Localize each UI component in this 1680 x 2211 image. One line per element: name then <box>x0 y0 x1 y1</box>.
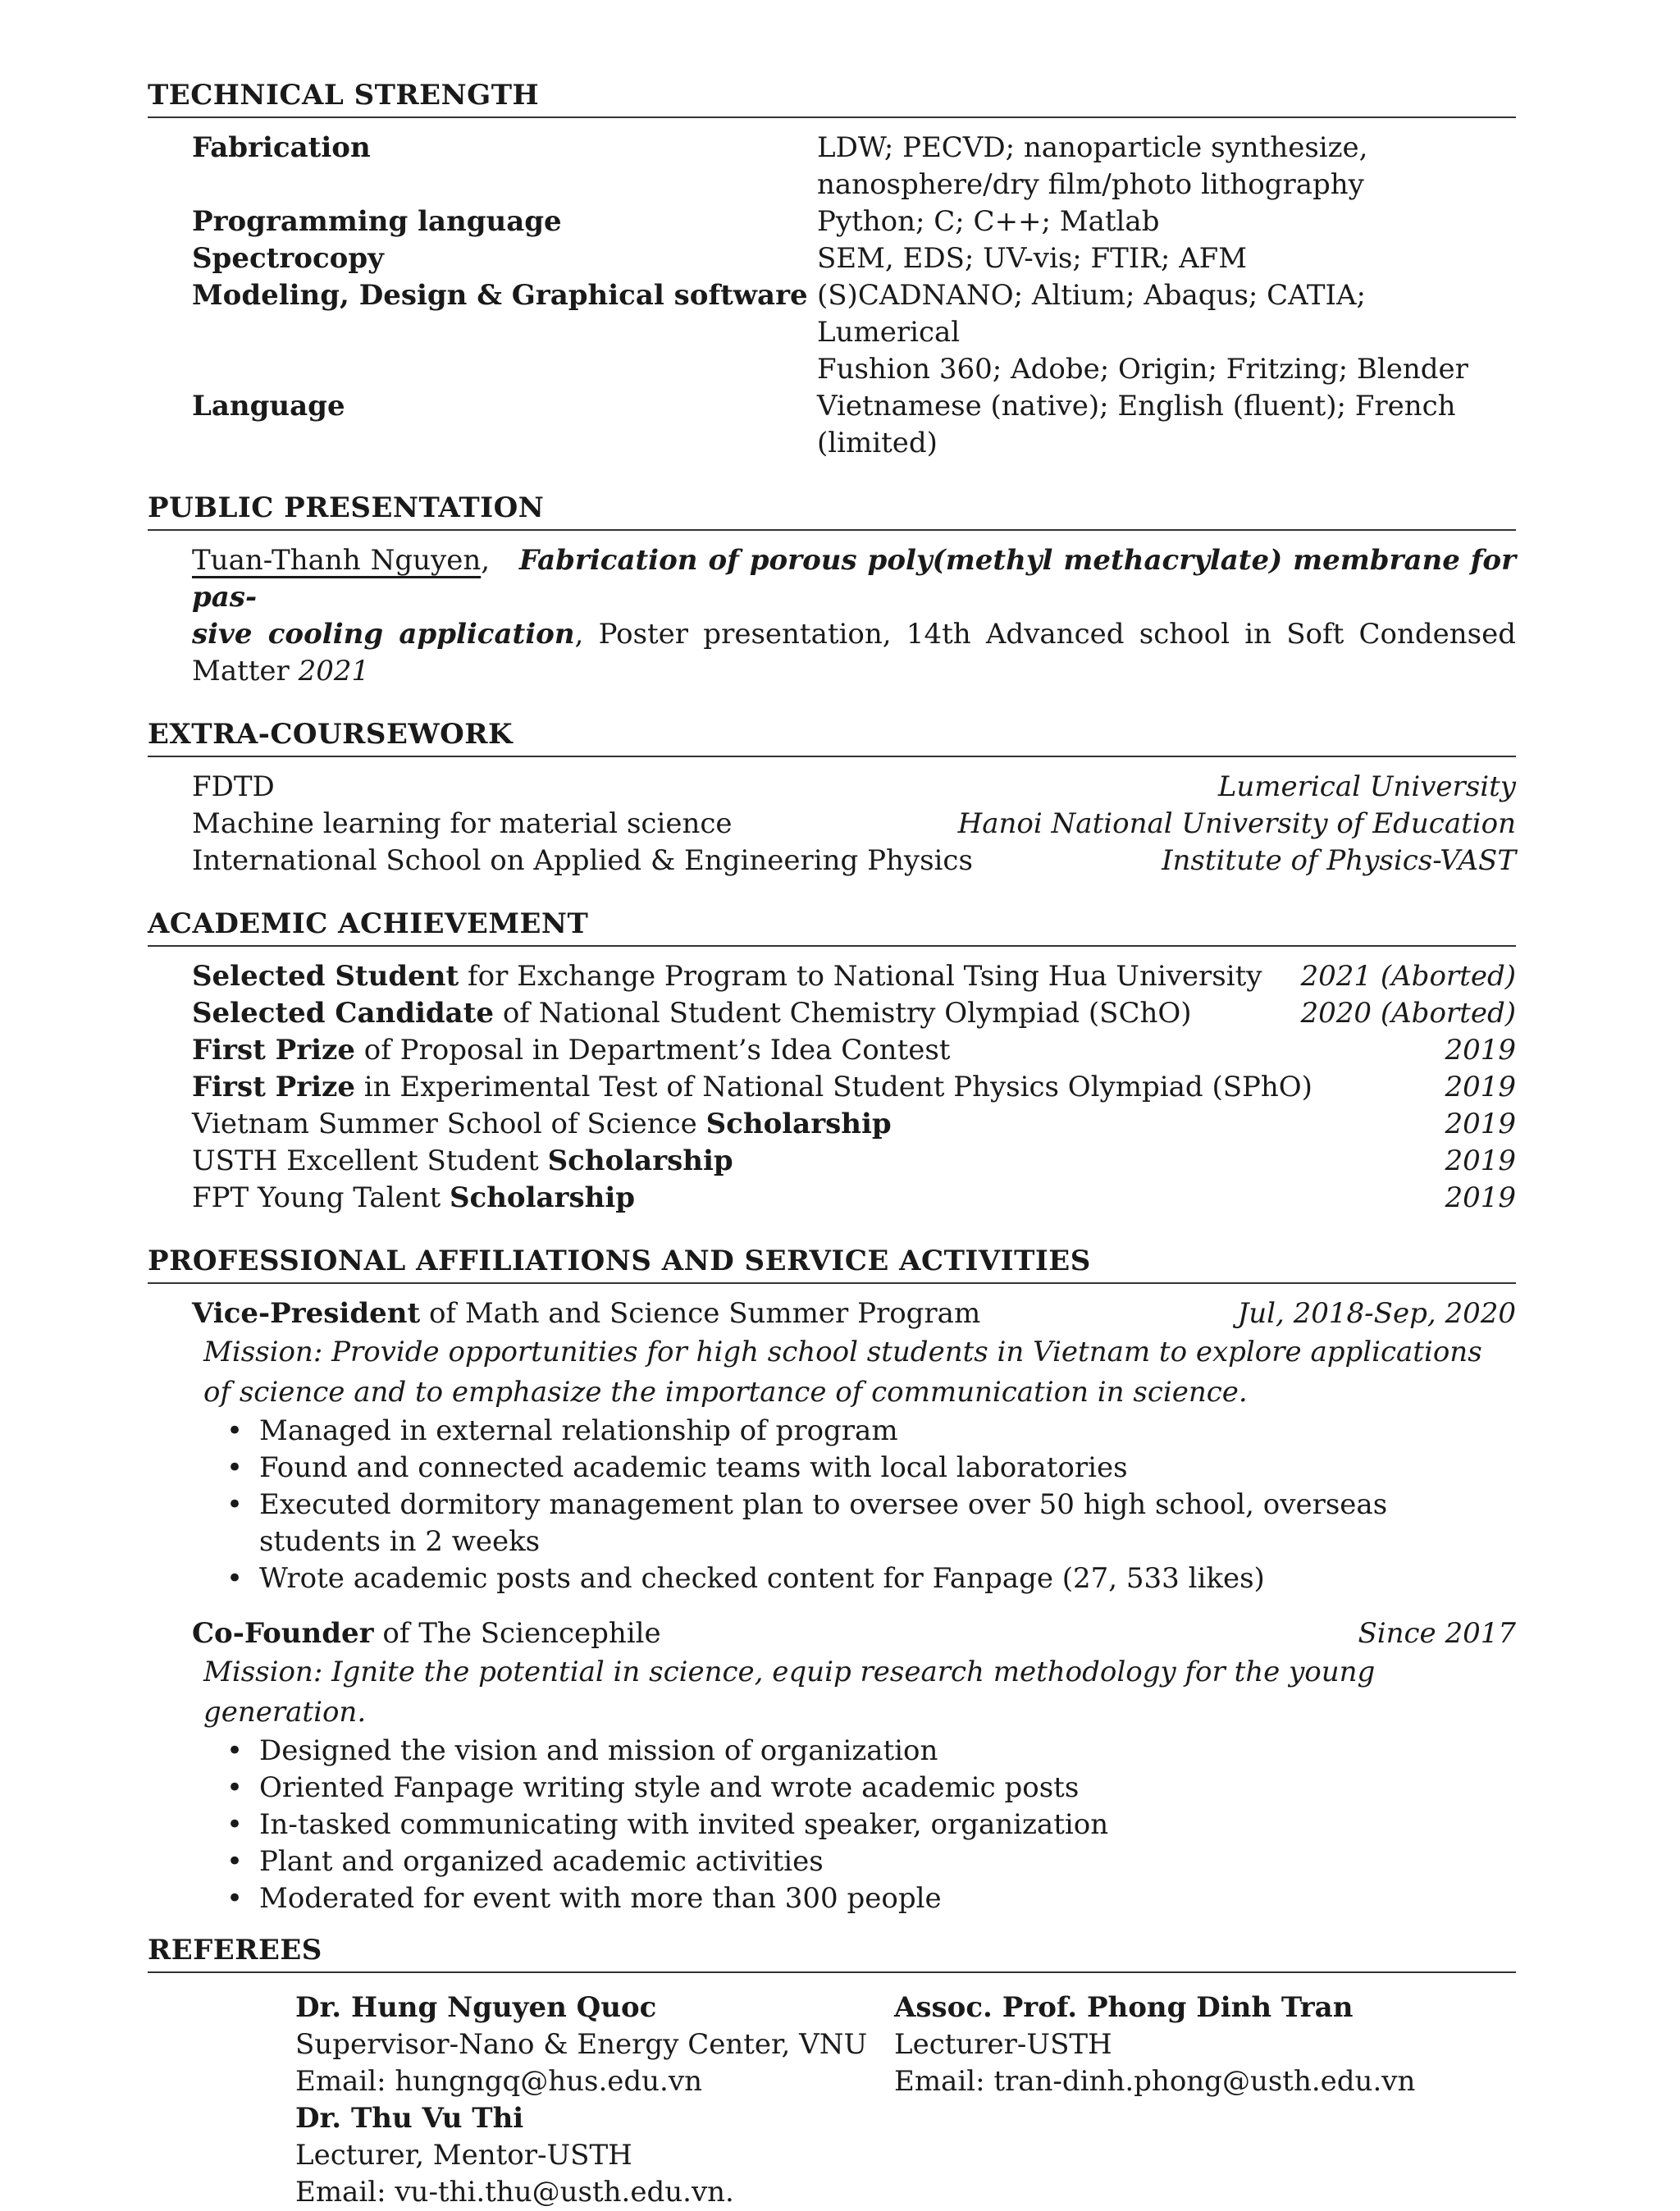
achievement-row <box>192 1180 1516 1217</box>
bullet-text: Oriented Fanpage writing style and wrote academic posts <box>259 1771 1080 1804</box>
extra-coursework-section <box>148 718 1516 879</box>
achievement-date: 2019 <box>1445 1071 1516 1103</box>
list-item <box>226 1413 1516 1450</box>
presentation-venue: , Poster presentation, 14th Advanced school in Soft Condensed Matter <box>192 618 1516 688</box>
achievement-row <box>192 958 1516 995</box>
course-name: International School on Applied & Engineering Physics <box>192 844 973 877</box>
tech-value <box>817 277 1516 388</box>
presentation-entry: Tuan-Thanh Nguyen, Fabrication of porous poly(methyl methacrylate) membrane for pas- sive cooling application, Poster presentation, 14th Advanced school in Soft Condensed Matter 2021 <box>192 544 1517 688</box>
achievement-text: of National Student Chemistry Olympiad (SChO) <box>494 997 1192 1030</box>
bullet-icon: • <box>226 1414 244 1447</box>
bullet-icon: • <box>226 1882 244 1915</box>
achievement-list <box>148 958 1516 1217</box>
bullet-text: Found and connected academic teams with local laboratories <box>259 1451 1128 1484</box>
list-item <box>226 1733 1516 1770</box>
course-org: Institute of Physics-VAST <box>1162 844 1516 877</box>
affiliation-org: of Math and Science Summer Program <box>420 1297 981 1330</box>
section-heading: EXTRA-COURSEWORK <box>148 718 1516 757</box>
tech-value-line: SEM, EDS; UV-vis; FTIR; AFM <box>817 242 1248 275</box>
bullet-text: Moderated for event with more than 300 people <box>259 1882 942 1915</box>
referee-grid <box>148 1989 1516 2211</box>
resume-page <box>148 79 1516 2211</box>
public-presentation-section <box>148 491 1516 690</box>
achievement-date: 2019 <box>1445 1181 1516 1214</box>
referee-email[interactable]: Email: hungngq@hus.edu.vn <box>295 2065 702 2098</box>
list-item <box>226 1450 1516 1487</box>
bullet-icon: • <box>226 1808 244 1841</box>
coursework-row <box>192 769 1516 806</box>
affiliation-header <box>192 1295 1516 1332</box>
bullet-text: Designed the vision and mission of organization <box>259 1734 938 1767</box>
bullet-icon: • <box>226 1734 244 1767</box>
referee-email[interactable]: Email: vu-thi.thu@usth.edu.vn. <box>295 2176 734 2209</box>
bullet-text: Wrote academic posts and checked content for Fanpage (27, 533 likes) <box>259 1562 1265 1595</box>
academic-achievement-section <box>148 907 1516 1217</box>
affiliation-header <box>192 1615 1516 1652</box>
achievement-date: 2019 <box>1445 1108 1516 1140</box>
achievement-text: of Proposal in Department’s Idea Contest <box>355 1034 951 1067</box>
achievement-highlight: Selected Candidate <box>192 997 495 1030</box>
tech-value-line: Python; C; C++; Matlab <box>817 205 1160 238</box>
tech-label: Programming language <box>192 205 562 238</box>
course-org: Hanoi National University of Education <box>957 807 1516 840</box>
tech-label: Language <box>192 390 345 423</box>
tech-label: Fabrication <box>192 131 371 164</box>
achievement-date: 2021 (Aborted) <box>1300 960 1516 993</box>
course-name: FDTD <box>192 770 275 803</box>
list-item <box>226 1843 1516 1880</box>
achievement-row <box>192 995 1516 1032</box>
referee-column-right <box>894 1989 1516 2211</box>
tech-value <box>817 203 1516 240</box>
presentation-title: Fabrication of porous poly(methyl methacrylate) membrane for pas- <box>192 544 1517 614</box>
tech-label: Spectrocopy <box>192 242 384 275</box>
referees-section <box>148 1934 1516 2211</box>
achievement-date: 2020 (Aborted) <box>1300 997 1516 1030</box>
achievement-text: in Experimental Test of National Student Physics Olympiad (SPhO) <box>355 1071 1312 1103</box>
bullet-text: In-tasked communicating with invited speaker, organization <box>259 1808 1109 1841</box>
tech-value-line: nanosphere/dry film/photo lithography <box>817 168 1364 201</box>
tech-value-line: (S)CADNANO; Altium; Abaqus; CATIA; Lumerical <box>817 279 1366 349</box>
affiliation-entry <box>148 1295 1516 1597</box>
tech-label: Modeling, Design & Graphical software <box>192 279 808 312</box>
tech-value <box>817 130 1516 203</box>
achievement-text: for Exchange Program to National Tsing Hua University <box>459 960 1262 993</box>
affiliation-role: Co-Founder <box>192 1617 374 1650</box>
coursework-list <box>148 769 1516 879</box>
achievement-row <box>192 1143 1516 1180</box>
referee-title: Supervisor-Nano & Energy Center, VNU <box>295 2028 868 2061</box>
achievement-text: Vietnam Summer School of Science <box>192 1108 706 1140</box>
tech-value-line: Fushion 360; Adobe; Origin; Fritzing; Blender <box>817 353 1468 386</box>
tech-value <box>817 388 1516 462</box>
achievement-text: FPT Young Talent <box>192 1181 450 1214</box>
achievement-highlight: Scholarship <box>547 1144 733 1177</box>
achievement-date: 2019 <box>1445 1144 1516 1177</box>
referee-column-left <box>295 1989 894 2211</box>
technical-strength-section <box>148 79 1516 462</box>
referee-name: Assoc. Prof. Phong Dinh Tran <box>894 1991 1354 2024</box>
bullet-icon: • <box>226 1562 244 1595</box>
referee-email[interactable]: Email: tran-dinh.phong@usth.edu.vn <box>894 2065 1416 2098</box>
coursework-row <box>192 843 1516 879</box>
section-heading: TECHNICAL STRENGTH <box>148 79 1516 118</box>
section-heading: PROFESSIONAL AFFILIATIONS AND SERVICE ACTIVITIES <box>148 1245 1516 1284</box>
achievement-highlight: Selected Student <box>192 960 459 993</box>
list-item <box>226 1560 1516 1597</box>
bullet-icon: • <box>226 1488 244 1521</box>
affiliations-section <box>148 1245 1516 1917</box>
list-item <box>226 1807 1516 1843</box>
presentation-title-cont: sive cooling application <box>192 618 575 651</box>
achievement-highlight: Scholarship <box>705 1108 892 1140</box>
tech-value-line: LDW; PECVD; nanoparticle synthesize, <box>817 131 1368 164</box>
affiliation-entry <box>148 1615 1516 1917</box>
bullet-text: Executed dormitory management plan to oversee over 50 high school, overseas students in 2 weeks <box>259 1488 1388 1558</box>
section-heading: PUBLIC PRESENTATION <box>148 491 1516 531</box>
list-item <box>226 1487 1516 1560</box>
affiliation-org: of The Sciencephile <box>373 1617 661 1650</box>
affiliation-role: Vice-President <box>192 1297 421 1330</box>
course-org: Lumerical University <box>1217 770 1516 803</box>
bullet-icon: • <box>226 1845 244 1878</box>
bullet-text: Plant and organized academic activities <box>259 1845 824 1878</box>
achievement-highlight: First Prize <box>192 1034 355 1067</box>
achievement-text: USTH Excellent Student <box>192 1144 548 1177</box>
referee-title: Lecturer, Mentor-USTH <box>295 2139 632 2172</box>
achievement-highlight: Scholarship <box>449 1181 636 1214</box>
section-heading: ACADEMIC ACHIEVEMENT <box>148 907 1516 947</box>
achievement-row <box>192 1106 1516 1143</box>
affiliation-date: Since 2017 <box>1358 1617 1516 1650</box>
tech-value <box>817 240 1516 277</box>
achievement-date: 2019 <box>1445 1034 1516 1067</box>
affiliation-bullets <box>192 1413 1516 1597</box>
technical-grid <box>148 130 1516 462</box>
section-heading: REFEREES <box>148 1934 1516 1973</box>
presentation-author: Tuan-Thanh Nguyen <box>192 544 482 577</box>
affiliation-bullets <box>192 1733 1516 1917</box>
referee-name: Dr. Thu Vu Thi <box>295 2102 524 2135</box>
affiliation-mission: Mission: Provide opportunities for high school students in Vietnam to explore applications of science and to emphasize the importance of communication in science. <box>203 1336 1482 1409</box>
referee-title: Lecturer-USTH <box>894 2028 1112 2061</box>
course-name: Machine learning for material science <box>192 807 733 840</box>
achievement-row <box>192 1069 1516 1106</box>
bullet-text: Managed in external relationship of program <box>259 1414 898 1447</box>
bullet-icon: • <box>226 1451 244 1484</box>
affiliation-mission: Mission: Ignite the potential in science, equip research methodology for the young generation. <box>203 1656 1376 1729</box>
presentation-year: 2021 <box>298 655 370 688</box>
bullet-icon: • <box>226 1771 244 1804</box>
affiliation-date: Jul, 2018-Sep, 2020 <box>1237 1297 1516 1330</box>
achievement-highlight: First Prize <box>192 1071 355 1103</box>
list-item <box>226 1880 1516 1917</box>
coursework-row <box>192 806 1516 843</box>
tech-value-line: Vietnamese (native); English (fluent); French (limited) <box>817 390 1456 459</box>
list-item <box>226 1770 1516 1807</box>
referee-name: Dr. Hung Nguyen Quoc <box>295 1991 657 2024</box>
achievement-row <box>192 1032 1516 1069</box>
